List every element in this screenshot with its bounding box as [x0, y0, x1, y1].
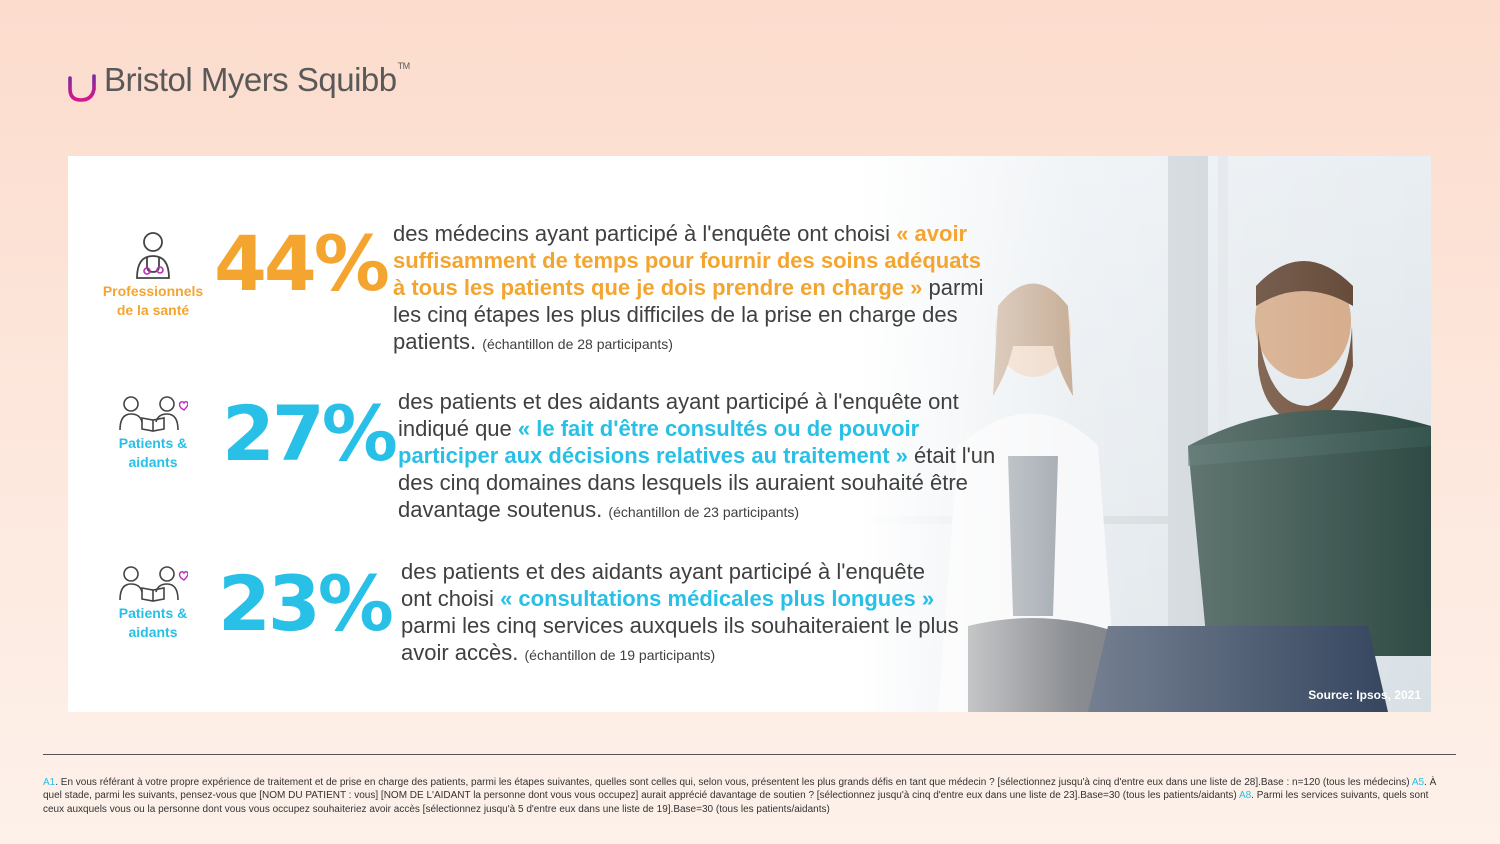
role-physicians [78, 228, 228, 320]
role-patients [78, 564, 228, 642]
footnote-a5-text: . À quel stade, parmi les suivants, pensez-vous que [NOM DU PATIENT : vous] [NOM DE L'AIDANT la personne dont vous vous occupez] aurait apprécié davantage de soutien ? [sélectionnez jusqu'à cinq d'entre eux dans une liste de 23].Base=30 (tous les patients/aidants) [43, 777, 1437, 802]
footnote-ref-a5: A5 [1411, 777, 1425, 788]
brand-logo [64, 56, 410, 104]
footnote-a1-text: . En vous référant à votre propre expérience de traitement et de prise en charge des patients, parmi les étapes suivantes, quelles sont celles qui, selon vous, présentent les plus grands défis en tant que médecin ? [sélectionnez jusqu'à cinq d'entre eux dans une liste de 28].Base : n=120 (tous les médecins) [55, 777, 1412, 788]
percent-27: 27% [222, 389, 395, 478]
stat-highlight: « avoir suffisamment de temps pour fournir des soins adéquats à tous les patients que je dois prendre en charge » [393, 221, 981, 300]
source-credit: Source: Ipsos, 2021 [1308, 688, 1421, 702]
stat-highlight: « le fait d'être consultés ou de pouvoir participer aux décisions relatives au traitement » [398, 416, 920, 468]
hand-logo-icon [64, 56, 100, 104]
stat-description: des médecins ayant participé à l'enquête ont choisi « avoir suffisamment de temps pour fournir des soins adéquats à tous les patients que je dois prendre en charge » parmi les cinq étapes les plus difficiles de la prise en charge des patients. (échantillon de 28 participants) [393, 221, 984, 354]
footnote-a8-text: . Parmi les services suivants, quels sont ceux auxquels vous ou la personne dont vous vous occupez souhaiteriez avoir accès [sélectionnez jusqu'à 5 d'entre eux dans une liste de 19].Base=30 (tous les patients/aidants) [43, 790, 1429, 815]
role-label: Professionnels de la santé [102, 283, 204, 318]
percent-44: 44% [214, 219, 387, 308]
stat-highlight: « consultations médicales plus longues » [500, 586, 935, 611]
role-label: Patients & aidants [118, 605, 188, 640]
patients-caregivers-icon [118, 394, 188, 432]
healthcare-professional-icon [133, 228, 173, 280]
patients-caregivers-icon [118, 564, 188, 602]
role-label: Patients & aidants [118, 435, 188, 470]
footnote [43, 776, 1443, 816]
stats-panel [68, 156, 1431, 712]
footnote-ref-a8: A8 [1238, 790, 1252, 802]
footnote-ref-a1: A1 [43, 777, 56, 788]
percent-23: 23% [218, 559, 391, 648]
sample-size: (échantillon de 19 participants) [524, 647, 716, 663]
stat-description: des patients et des aidants ayant participé à l'enquête ont choisi « consultations médicales plus longues » parmi les cinq services auxquels ils souhaiteraient le plus avoir accès. (échantillon de 19 participants) [401, 559, 959, 665]
sample-size: (échantillon de 28 participants) [482, 336, 673, 352]
role-patients [78, 394, 228, 472]
footer-divider [43, 754, 1456, 755]
stat-description: des patients et des aidants ayant participé à l'enquête ont indiqué que « le fait d'être consultés ou de pouvoir participer aux décisions relatives au traitement » était l'un des cinq domaines dans lesquels ils auraient souhaité être davantage soutenus. (échantillon de 23 participants) [398, 389, 996, 522]
sample-size: (échantillon de 23 participants) [608, 504, 800, 520]
brand-name: Bristol Myers Squibb™ [104, 61, 410, 98]
